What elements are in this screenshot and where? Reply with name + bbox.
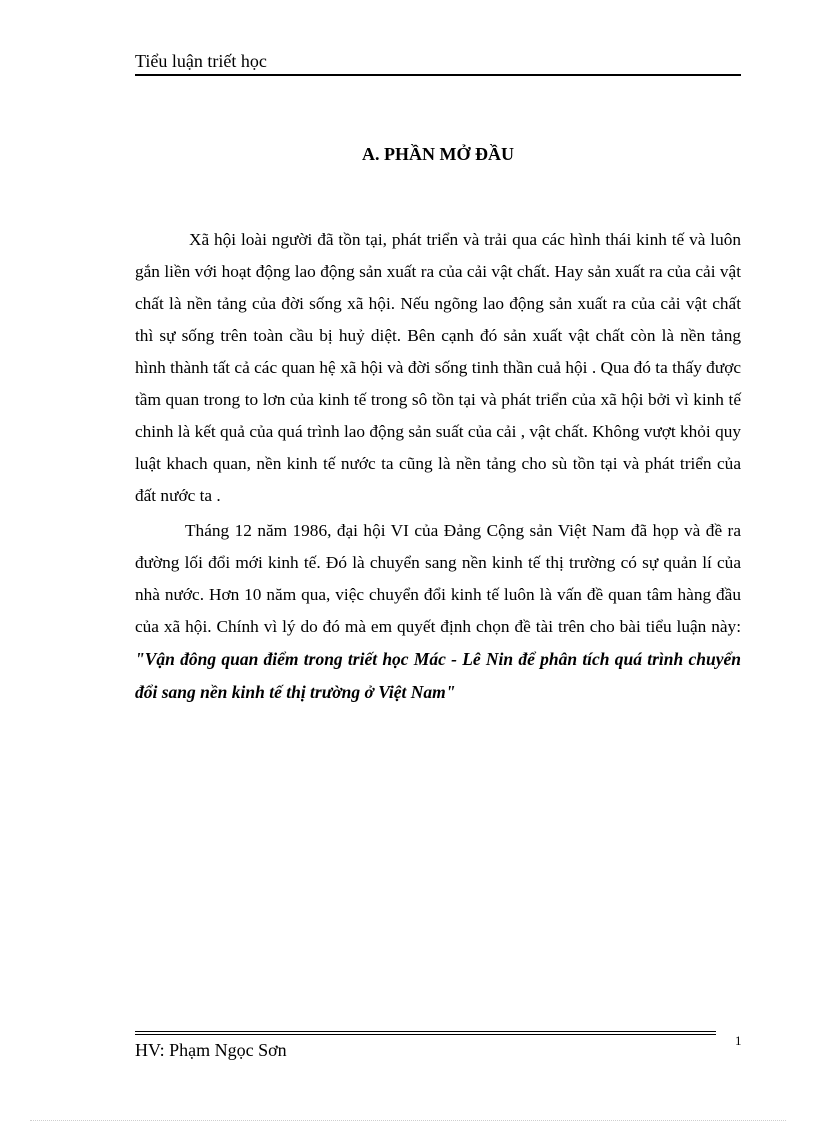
- page-header: [135, 48, 741, 76]
- body-text: [135, 224, 741, 709]
- page-edge-divider: [30, 1120, 786, 1121]
- paragraph-topic-lead: Tháng 12 năm 1986, đại hội VI của Đảng Cộng sản Việt Nam đã họp và đề ra đường lối đổi mới kinh tế. Đó là chuyển sang nền kinh tế thị trường có sự quản lí của nhà nước. Hơn 10 năm qua, việc chuyển đổi kinh tế luôn là vấn đề quan tâm hàng đầu của xã hội. Chính vì lý do đó mà em quyết định chọn đề tài trên cho bài tiểu luận này:: [135, 521, 741, 636]
- footer-author: HV: Phạm Ngọc Sơn: [135, 1040, 287, 1060]
- paragraph-intro: Xã hội loài người đã tồn tại, phát triển và trải qua các hình thái kinh tế và luôn gắn liền với hoạt động lao động sản xuất ra của cải vật chất. Hay sản xuất ra của cải vật chất là nền tảng của đời sống xã hội. Nếu ngõng lao động sản xuất ra của cải vật chất thì sự sống trên toàn cầu bị huỷ diệt. Bên cạnh đó sản xuất vật chất còn là nền tảng hình thành tất cả các quan hệ xã hội và đời sống tinh thần cuả hội . Qua đó ta thấy được tầm quan trong to lơn của kinh tế trong sô tồn tại và phát triển của xã hội bởi vì kinh tế chinh là kết quả của quá trình lao động sản suất của cải , vật chất. Không vượt khỏi quy luật khach quan, nền kinh tế nước ta cũng là nền tảng cho sù tồn tại và phát triển của đất nước ta .: [135, 230, 741, 505]
- footer-rule: [135, 1031, 716, 1035]
- page-number: 1: [735, 1033, 742, 1048]
- section-heading: A. PHẦN MỞ ĐẦU: [362, 144, 514, 164]
- paragraph-topic: [135, 515, 741, 709]
- header-title: Tiểu luận triết học: [135, 51, 267, 71]
- essay-title: "Vận đông quan điểm trong triết học Mác - Lê Nin để phân tích quá trình chuyển đổi sang nền kinh tế thị trường ở Việt Nam": [135, 649, 741, 702]
